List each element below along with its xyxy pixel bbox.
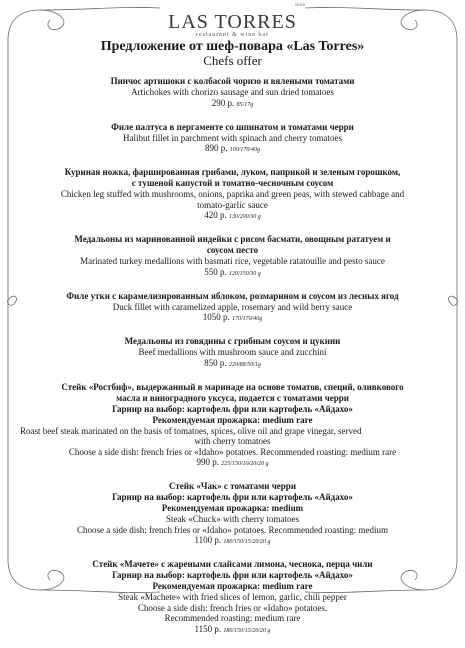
dish-name-ru: Филе палтуса в пергаменте со шпинатом и томатами черри — [111, 121, 354, 132]
page-title-ru: Предложение от шеф-повара «Las Torres» — [100, 39, 365, 54]
brand-tagline: restaurant & wine bar — [195, 32, 270, 38]
brand-logo — [20, 2, 445, 38]
dish-name-en: Chicken leg stuffed with mushrooms, onions, paprika and green peas, with stewed cabbage and — [60, 189, 405, 199]
dish-weight: 120/150/30 g — [228, 270, 261, 277]
dish-price-line — [20, 98, 445, 111]
dish-name-en: Halibut fillet in parchment with spinach and cherry tomatoes — [123, 132, 342, 143]
dish-name-ru: Гарнир на выбор: картофель фри или картофель «Айдахо» — [112, 403, 353, 414]
dish-item — [20, 122, 445, 157]
dish-name-ru: Стейк «Ростбиф», выдержанный в маринаде на основе томатов, специй, оливкового — [61, 381, 404, 392]
dish-item — [20, 291, 445, 326]
dish-name-ru: Филе утки с карамелизированным яблоком, розмарином и соусом из лесных ягод — [66, 290, 399, 301]
dish-name-ru: соусом песто — [206, 245, 259, 255]
dish-item — [20, 76, 445, 111]
dish-price-line — [20, 535, 445, 548]
dish-price: 290 р. — [211, 97, 237, 108]
dish-price: 990 р. — [196, 457, 222, 467]
dish-name-ru: Пинчос артишоки с колбасой чоризо и вялеными томатами — [110, 76, 355, 86]
dish-price-line — [20, 267, 445, 280]
dish-name-ru: Гарнир на выбор: картофель фри или картофель «Айдахо» — [112, 570, 353, 580]
dish-price-line — [20, 624, 445, 637]
dish-price: 550 р. — [204, 266, 229, 277]
dish-name-en: Artichokes with chorizo sausage and sun dried tomatoes — [131, 87, 334, 97]
dish-name-ru: Рекомендуемая прожарка: medium rare — [152, 581, 313, 591]
dish-price: 890 р. — [204, 143, 230, 153]
dish-price-line — [20, 143, 445, 156]
dish-weight: 220/88/50/1g — [228, 361, 261, 368]
dish-name-ru: Рекомендуемая прожарка: medium rare — [152, 414, 313, 425]
dish-name-en: Choose a side dish: french fries or «Idaho» potatoes. — [137, 602, 328, 613]
dish-name-ru: Стейк «Мачете» с жареными слайсами лимона, чеснока, перца чили — [92, 559, 373, 569]
dish-name-en: Marinated turkey medallions with basmati rice, vegetable ratatouille and pesto sauce — [80, 256, 385, 266]
dish-name-ru: Медальоны из маринованной индейки с рисом басмати, овощным рататуем и — [74, 234, 391, 244]
dish-price: 1150 р. — [194, 623, 224, 634]
dish-item — [20, 336, 445, 371]
dish-name-ru: Рекомендуемая прожарка: medium — [161, 503, 304, 513]
dish-item — [20, 234, 445, 280]
dish-name-en: Steak «Chuck» with cherry tomatoes — [166, 514, 299, 524]
dish-name-ru: Гарнир на выбор: картофель фри или картофель «Айдахо» — [112, 492, 353, 502]
dish-name-en: with cherry tomatoes — [194, 436, 271, 446]
dish-item — [20, 167, 445, 223]
menu-content — [20, 0, 445, 648]
dish-name-ru: Стейк «Чак» с томатами черри — [168, 481, 297, 491]
dish-weight: 170/170/40g — [231, 316, 263, 322]
dish-weight: 225/150/10/20/20 g — [221, 461, 269, 467]
dish-name-ru: Куриная ножка, фаршированная грибами, луком, паприкой и зеленым горошком, — [64, 167, 401, 177]
dish-name-ru: Медальоны из говядины с грибным соусом и цукини — [124, 336, 341, 346]
dish-name-ru: с тушеной капустой и томатно-чесночным соусом — [131, 178, 334, 188]
dish-list — [20, 76, 445, 637]
dish-weight: 85/17g — [236, 101, 254, 108]
page-title-en: Chefs offer — [203, 53, 262, 68]
dish-price: 1050 р. — [202, 312, 232, 322]
dish-name-en: Duck fillet with caramelized apple, rosemary and wild berry sauce — [112, 301, 353, 312]
dish-price-line — [20, 210, 445, 223]
dish-weight: 130/200/30 g — [228, 214, 261, 220]
brand-name: LAS TORRES — [168, 11, 297, 33]
dish-price: 420 р. — [204, 210, 229, 220]
dish-price-line — [20, 312, 445, 325]
dish-name-ru: масла и виноградного уксуса, подается с томатами черри — [116, 392, 349, 403]
dish-name-en: Beef medallions with mushroom sauce and zucchini — [138, 347, 327, 357]
dish-weight: 180/150/15/20/20 g — [223, 627, 271, 634]
dish-weight: 100/170/40g — [229, 147, 261, 153]
dish-item — [20, 559, 445, 637]
dish-price: 850 р. — [204, 357, 229, 368]
dish-name-en: Roast beef steak marinated on the basis of tomatoes, spices, olive oil and grape vinegar, served — [20, 425, 362, 436]
dish-name-en: Choose a side dish: french fries or «Idaho» potatoes. Recommended roasting: medium rare — [68, 446, 397, 457]
dish-item — [20, 382, 445, 471]
dish-price: 1100 р. — [194, 535, 224, 545]
dish-price-line — [20, 457, 445, 470]
dish-weight: 180/150/15/20/20 g — [223, 539, 271, 545]
brand-since: since — [295, 3, 306, 8]
dish-name-en: tomato-garlic sauce — [197, 199, 268, 210]
dish-item — [20, 481, 445, 548]
dish-name-en: Recommended roasting: medium rare — [164, 613, 301, 623]
dish-name-en: Choose a side dish: french fries or «Idaho» potatoes. Recommended roasting: medium — [77, 524, 388, 535]
dish-name-en: Steak «Machete» with fried slices of lemon, garlic, chili pepper — [118, 592, 347, 602]
dish-price-line — [20, 358, 445, 371]
